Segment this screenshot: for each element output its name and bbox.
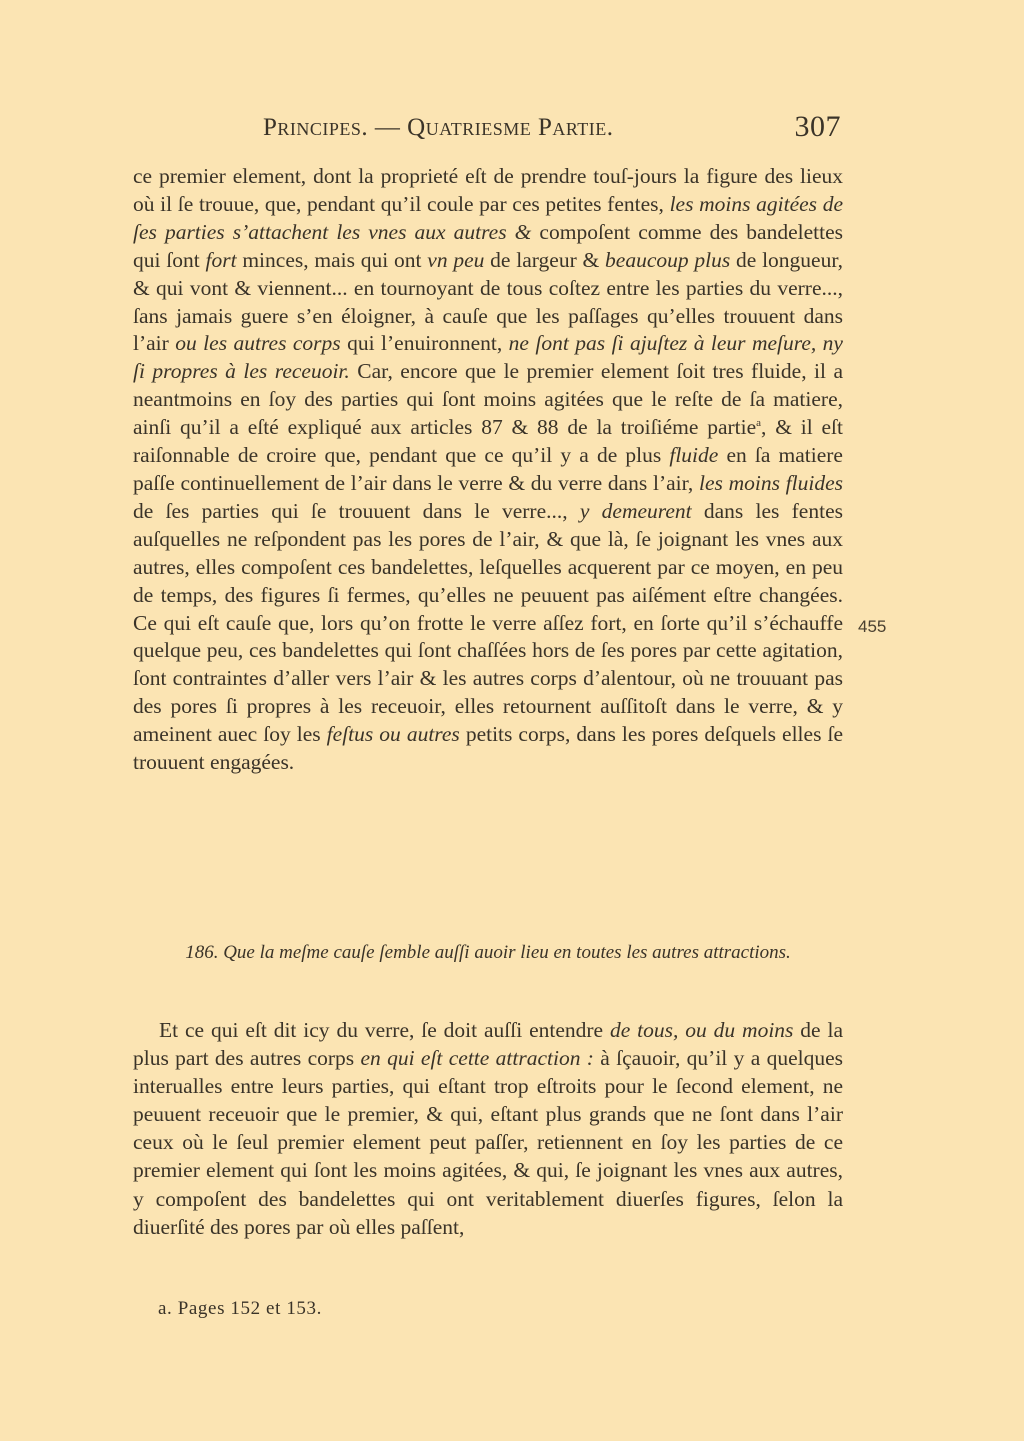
paragraph1-run: en ſa matiere paſſe continuellement de l’air dans le verre & du verre dans l’air, [133,443,843,495]
paragraph-2 [133,1016,843,1241]
paragraph-2-text [133,1016,843,1241]
paragraph1-run: ou les autres corps [175,331,341,356]
paragraph1-run: feſtus ou autres [326,722,460,747]
paragraph1-run: beaucoup plus [605,247,731,272]
paragraph1-run: petits corps, dans les pores deſquels elles ſe trouuent engagées. [133,722,843,775]
section-title: Que la meſme cauſe ſemble auſſi auoir lieu en toutes les autres attractions. [223,942,791,963]
paragraph1-run: compoſent comme des bandelettes qui ſont [133,219,844,272]
paragraph1-run: de largeur & [484,247,606,272]
paragraph-1 [133,163,843,777]
paragraph2-run: de la plus part des autres corps [133,1018,844,1071]
page-number: 307 [794,110,841,143]
page-header [133,112,843,152]
paragraph-1-text [133,163,843,777]
paragraph1-run: de longueur, & qui vont & viennent... en tournoyant de tous coſtez entre les parties du verre..., ſans jamais guere s’en éloigner, à cauſe que les paſſages qu’elles trouuent dans l’air [133,247,844,356]
paragraph1-run: a [756,417,762,429]
section-number: 186. [185,942,219,963]
paragraph1-run: ne ſont pas ſi ajuſtez à leur meſure, ny ſi propres à les receuoir. [133,331,843,384]
paragraph1-run: , & il eſt raiſonnable de croire que, pendant que ce qu’il y a de plus [133,415,843,468]
paragraph1-run: les moins agitées de ſes parties s’attachent les vnes aux autres & [133,191,843,244]
paragraph1-run: Car, encore que le premier element ſoit tres fluide, il a neantmoins en ſoy des parties qui ſont moins agitées que le reſte de ſa matiere, ainſi qu’il a eſté expliqué aux articles 87 & 88 de la troiſiéme partie [133,359,843,440]
paragraph1-run: minces, mais qui ont [236,247,428,272]
paragraph2-run: à ſçauoir, qu’il y a quelques interualles entre leurs parties, qui eſtant trop eſtroits pour le ſecond element, ne peuuent receuoir que le premier, & qui, eſtant plus grands que ne ſont dans l’air ceux où le ſeul premier element peut paſſer, retiennent en ſoy les parties de ce premier element qui ſont les moins agitées, & qui, ſe joignant les vnes aux autres, y compoſent des bandelettes qui ont veritablement diuerſes figures, ſelon la diuerſité des pores par où elles paſſent, [133,1046,843,1239]
paragraph2-run: de tous, ou du moins [609,1018,794,1042]
paragraph2-run: Et ce qui eſt dit icy du verre, ſe doit auſſi entendre [159,1018,610,1042]
paragraph1-run: fort [205,247,237,272]
paragraph2-run: en qui eſt cette attraction : [360,1046,594,1071]
paragraph1-run: de ſes parties qui ſe trouuent dans le verre..., [133,498,580,523]
paragraph1-run: vn peu [427,247,485,272]
paragraph1-run: y demeurent [579,498,692,523]
paragraph1-run: les moins fluides [699,470,843,495]
margin-page-reference: 455 [858,617,887,636]
running-title: Principes. — Quatriesme Partie. [263,114,614,141]
footnote: a. Pages 152 et 153. [158,1298,322,1319]
paragraph1-run: dans les fentes auſquelles ne reſpondent pas les pores de l’air, & que là, ſe joignant les vnes aux autres, elles compoſent ces bandelettes, leſquelles acquerent par ce moyen, en peu de temps, des figures ſi fermes, qu’elles ne peuuent pas aiſément eſtre changées. Ce qui eſt cauſe que, lors qu’on frotte le verre aſſez fort, en ſorte qu’il s’échauffe quelque peu, ces bandelettes qui ſont chaſſées hors de ſes pores par cette agitation, ſont contraintes d’aller vers l’air & les autres corps d’alentour, où ne trouuant pas des pores ſi propres à les receuoir, elles retournent auſſitoſt dans le verre, & y ameinent auec ſoy les [133,498,843,747]
paragraph1-run: ce premier element, dont la proprieté eſt de prendre touſ-jours la figure des lieux où il ſe trouue, que, pendant qu’il coule par ces petites fentes, [133,164,843,216]
paragraph1-run: qui l’enuironnent, [340,331,509,356]
paragraph1-run: fluide [669,443,719,468]
section-heading [133,940,843,965]
